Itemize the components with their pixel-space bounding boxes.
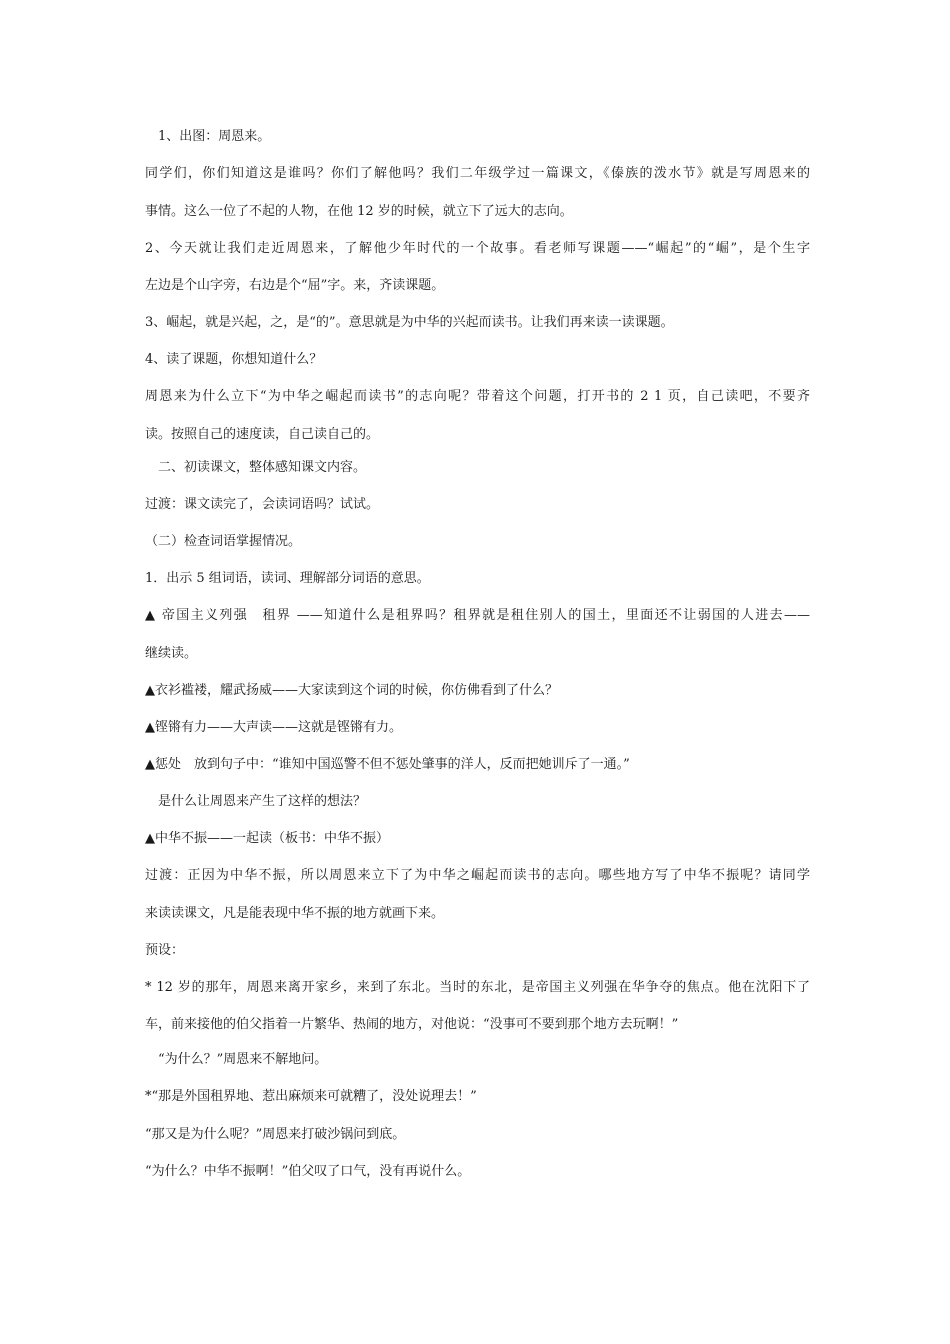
paragraph-line: 周恩来为什么立下“为中华之崛起而读书”的志向呢？带着这个问题，打开书的 2 1 页，自己读吧，不要齐	[145, 389, 810, 404]
section-heading: 二、初读课文，整体感知课文内容。	[145, 460, 367, 475]
paragraph-line: 过渡：课文读完了，会读词语吗？试试。	[145, 497, 380, 512]
paragraph-line: 2、今天就让我们走近周恩来，了解他少年时代的一个故事。看老师写课题——“崛起”的“崛”，是个生字	[145, 241, 810, 256]
paragraph-line: 车，前来接他的伯父指着一片繁华、热闹的地方，对他说：“没事可不要到那个地方去玩啊！”	[145, 1017, 679, 1032]
paragraph-line: “为什么？中华不振啊！”伯父叹了口气，没有再说什么。	[145, 1164, 471, 1179]
paragraph-line: ▲ 帝国主义列强 租界 ——知道什么是租界吗？租界就是租住别人的国土，里面还不让弱国的人进去——	[145, 608, 810, 623]
paragraph-line: 预设：	[145, 943, 185, 958]
paragraph-line: 1．出示 5 组词语，读词、理解部分词语的意思。	[145, 571, 430, 586]
paragraph-line: 过渡：正因为中华不振，所以周恩来立下了为中华之崛起而读书的志向。哪些地方写了中华不振呢？请同学	[145, 868, 810, 883]
paragraph-line: 是什么让周恩来产生了这样的想法？	[145, 794, 367, 809]
paragraph-line: 左边是个山字旁，右边是个“屈”字。来，齐读课题。	[145, 278, 445, 293]
section-heading: （二）检查词语掌握情况。	[145, 534, 302, 549]
paragraph-line: *“那是外国租界地、惹出麻烦来可就糟了，没处说理去！”	[145, 1089, 477, 1104]
paragraph-line: 来读读课文，凡是能表现中华不振的地方就画下来。	[145, 906, 445, 921]
paragraph-line: * 12 岁的那年，周恩来离开家乡，来到了东北。当时的东北，是帝国主义列强在华争夺的焦点。他在沈阳下了	[145, 980, 810, 995]
paragraph-line: 读。按照自己的速度读，自己读自己的。	[145, 427, 380, 442]
paragraph-line: 4、读了课题，你想知道什么？	[145, 352, 323, 367]
paragraph-line: 继续读。	[145, 646, 198, 661]
paragraph-line: ▲衣衫褴褛，耀武扬威——大家读到这个词的时候，你仿佛看到了什么？	[145, 683, 558, 698]
paragraph-line: 1、出图：周恩来。	[145, 129, 271, 144]
paragraph-line: ▲中华不振——一起读（板书：中华不振）	[145, 831, 389, 846]
paragraph-line: 同学们，你们知道这是谁吗？你们了解他吗？我们二年级学过一篇课文，《傣族的泼水节》就是写周恩来的	[145, 166, 810, 181]
paragraph-line: ▲铿锵有力——大声读——这就是铿锵有力。	[145, 720, 402, 735]
paragraph-line: 3、崛起，就是兴起，之，是“的”。意思就是为中华的兴起而读书。让我们再来读一读课题。	[145, 315, 674, 330]
paragraph-line: “那又是为什么呢？”周恩来打破沙锅问到底。	[145, 1127, 406, 1142]
paragraph-line: 事情。这么一位了不起的人物，在他 12 岁的时候，就立下了远大的志向。	[145, 204, 573, 219]
paragraph-line: ▲惩处 放到句子中：“谁知中国巡警不但不惩处肇事的洋人，反而把她训斥了一通。”	[145, 757, 630, 772]
paragraph-line: “为什么？”周恩来不解地问。	[145, 1052, 328, 1067]
